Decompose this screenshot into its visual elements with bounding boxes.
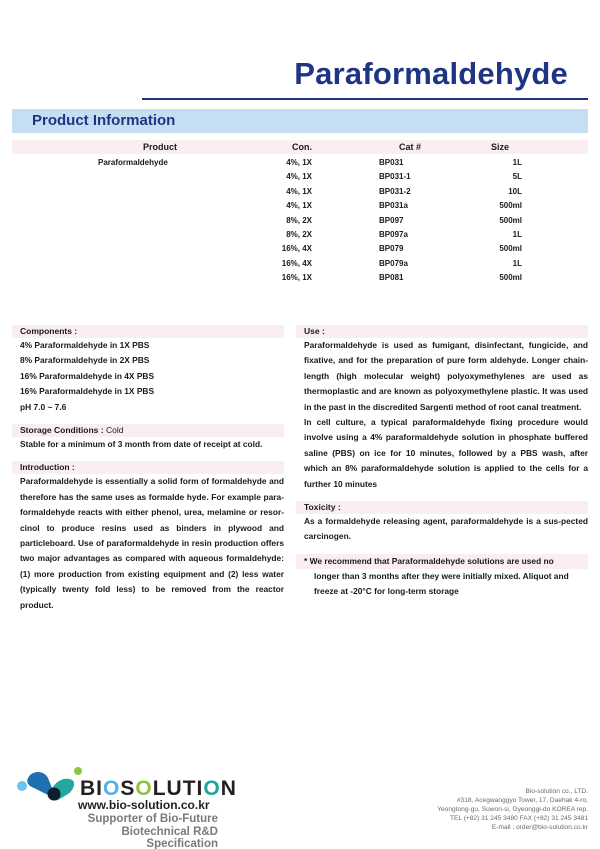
component-item: 8% Paraformaldehyde in 2X PBS: [20, 355, 150, 366]
biosolution-logo-icon: [14, 762, 84, 812]
table-row: [12, 186, 588, 200]
cell-cat: BP079: [379, 244, 404, 254]
section-title: Product Information: [32, 112, 176, 129]
components-heading: Components :: [12, 325, 284, 338]
storage-heading-label: Storage Conditions :: [20, 425, 106, 436]
cell-cat: BP031-1: [379, 172, 411, 182]
component-item: 16% Paraformaldehyde in 1X PBS: [20, 386, 155, 397]
brand-part: N: [220, 777, 237, 800]
cell-size: 1L: [512, 258, 522, 268]
cell-size: 500ml: [499, 244, 522, 254]
cell-cat: BP031-2: [379, 186, 411, 196]
ph-range: pH 7.0 ~ 7.6: [20, 401, 67, 412]
brand-part-o-blue: O: [103, 777, 121, 800]
column-header-product: Product: [142, 142, 177, 152]
website-link[interactable]: www.bio-solution.co.kr: [78, 798, 210, 812]
column-header-cat: Cat #: [398, 142, 421, 152]
table-row: [12, 272, 588, 286]
left-column: [12, 325, 284, 613]
use-paragraph-2: In cell culture, a typical paraformaldehyde fixing procedure would involve using a 4% paraformaldehyde solution in phosphate buffered saline (PBS) on ice for 10 minutes, followed by a PBS wash, after which an 8% paraformaldehyde solution is applied to the cells for a further 10 minutes: [304, 417, 588, 489]
cell-product: Paraformaldehyde: [98, 158, 168, 167]
cell-con: 4%, 1X: [286, 186, 312, 196]
cell-size: 1L: [512, 229, 522, 239]
table-row: [12, 215, 588, 229]
brand-part: BI: [80, 777, 103, 800]
company-address-1: #318, Acegwanggyo Tower, 17, Daehak 4-ro,: [456, 797, 588, 804]
cell-size: 500ml: [499, 273, 522, 283]
storage-note-rest: longer than 3 months after they were initially mixed. Aliquot and freeze at -20°C for long-term storage: [314, 570, 569, 597]
brand-part-o-teal: O: [203, 777, 221, 800]
cell-con: 4%, 1X: [286, 158, 312, 167]
column-header-size: Size: [490, 142, 509, 152]
cell-con: 16%, 4X: [281, 258, 312, 268]
cell-cat: BP081: [379, 273, 404, 283]
cell-con: 8%, 2X: [286, 229, 312, 239]
cell-size: 500ml: [499, 201, 522, 211]
column-header-con: Con.: [292, 142, 312, 152]
cell-cat: BP079a: [379, 258, 408, 268]
cell-cat: BP031: [379, 158, 404, 167]
table-row: [12, 243, 588, 257]
cell-con: 4%, 1X: [286, 172, 312, 182]
table-row: [12, 258, 588, 272]
cell-con: 16%, 4X: [281, 244, 312, 254]
use-heading: Use :: [296, 325, 588, 338]
toxicity-heading: Toxicity :: [296, 501, 588, 514]
cell-con: 8%, 2X: [286, 215, 312, 225]
product-information-bar: [12, 109, 588, 133]
table-row: [12, 229, 588, 243]
cell-size: 500ml: [499, 215, 522, 225]
cell-cat: BP031a: [379, 201, 408, 211]
toxicity-text: As a formaldehyde releasing agent, paraformaldehyde is a sus-pected carcinogen.: [304, 516, 588, 542]
component-item: 4% Paraformaldehyde in 1X PBS: [20, 340, 150, 350]
company-phone-fax: TEL (+82) 31 245 3480 FAX (+82) 31 245 3481: [450, 815, 588, 822]
brand-part: S: [120, 777, 136, 800]
brand-part: LUTI: [152, 777, 204, 800]
introduction-text: Paraformaldehyde is essentially a solid form of formaldehyde and therefore has the same uses as formalde hyde. For example para-formaldehyde reacts with either phenol, urea, melamine or resor-cinol to produce resins used as binders in plywood and particleboard. Use of paraformaldehyde in resin production offers two major advantages as compared with aqueous formaldehyde: (1) more production from existing equipment and (2) less water (typically twenty fold less) to be removed from the reactor product.: [20, 476, 284, 610]
table-row: [12, 157, 588, 171]
product-table: [12, 157, 588, 287]
storage-heading-value: Cold: [105, 425, 124, 436]
storage-note-first-line: * We recommend that Paraformaldehyde solutions are used no: [296, 554, 588, 569]
cell-size: 5L: [512, 172, 522, 182]
cell-cat: BP097a: [379, 229, 408, 239]
cell-size: 10L: [508, 186, 522, 196]
company-name: Bio-solution co., LTD.: [525, 788, 588, 795]
use-paragraph-1: Paraformaldehyde is used as fumigant, disinfectant, fungicide, and fixative, and for the preparation of pure form aldehyde. Longer chain-length (high molecular weight) polyoxymethylenes are used as thermoplastic and are known as polyoxymethylene plastic. It was used in the past in the discredited Sargenti method of root canal treatment.: [304, 340, 588, 412]
cell-con: 4%, 1X: [286, 201, 312, 211]
company-contact: [358, 787, 588, 832]
table-row: [12, 200, 588, 214]
cell-size: 1L: [512, 158, 522, 167]
right-column: [296, 325, 588, 600]
company-email[interactable]: E-mail : order@bio-solution.co.kr: [491, 824, 588, 831]
component-item: 16% Paraformaldehyde in 4X PBS: [20, 370, 155, 381]
cell-cat: BP097: [379, 215, 404, 225]
table-row: [12, 171, 588, 185]
tagline-2: Biotechnical R&D Specification: [121, 826, 218, 849]
product-table-header: [12, 140, 588, 154]
brand-part-o-green: O: [135, 777, 153, 800]
title-underline: [142, 98, 588, 100]
company-address-2: Yeongtong-gu, Suwon-si, Gyeonggi-do KOREA rep.: [437, 806, 588, 813]
page-title: Paraformaldehyde: [294, 56, 568, 91]
storage-heading: [12, 424, 284, 437]
introduction-heading: Introduction :: [12, 461, 284, 474]
tagline-1: Supporter of Bio-Future: [87, 813, 218, 825]
cell-con: 16%, 1X: [281, 273, 312, 283]
storage-text: Stable for a minimum of 3 month from date of receipt at cold.: [20, 439, 263, 450]
